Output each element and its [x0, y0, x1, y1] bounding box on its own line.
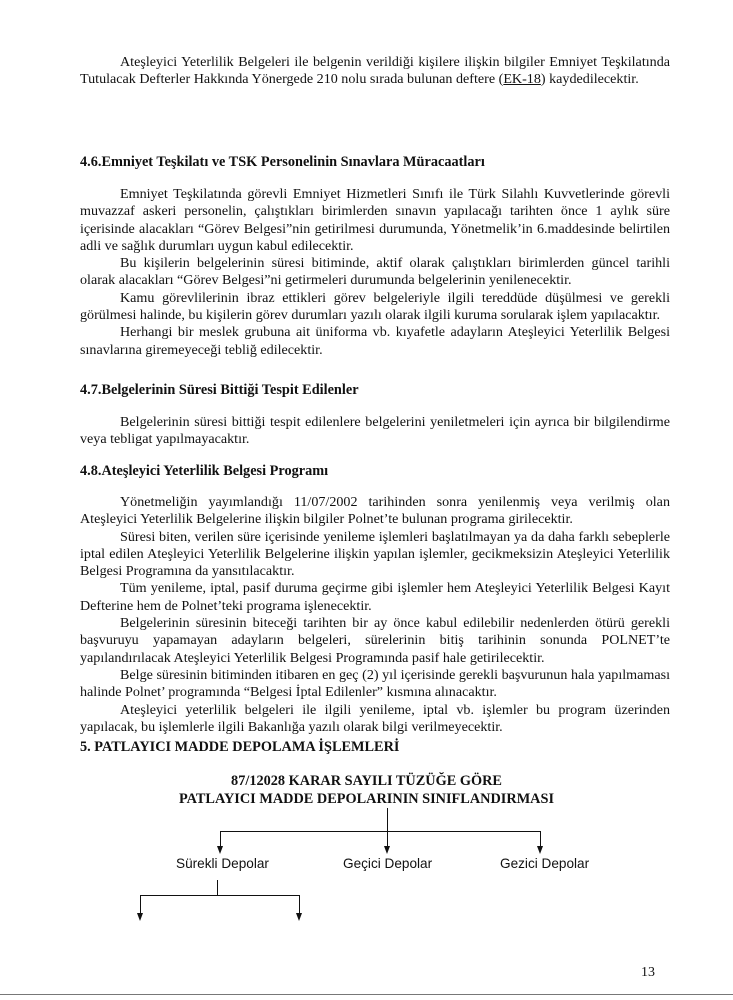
paragraph: Ateşleyici yeterlilik belgeleri ile ilgili yenileme, iptal vb. işlemler bu program üzerinden yapılacak, bu işlemlerle ilgili Bakanlığa yazılı olarak bilgi verilmeyecektir. — [80, 701, 670, 735]
paragraph: Herhangi bir meslek grubuna ait üniforma vb. kıyafetle adayların Ateşleyici Yeterlilik Belgesi sınavlarına giremeyeceği tebliğ edilecektir. — [80, 324, 670, 358]
connector-line — [140, 895, 300, 896]
paragraph: Belge süresinin bitiminden itibaren en geç (2) yıl içerisinde gerekli başvurunun hala yapılmaması halinde Polnet’ programında “Belgesi İptal Edilenler” kısmına alınacaktır. — [80, 666, 670, 701]
paragraph: Belgelerinin süresinin biteceği tarihten bir ay önce kabul edilebilir nedenlerden ötürü gerekli başvuruyu yapamayan adayların belgeleri, sürelerinin bitiş tarihinin sonunda POLNET’te yapılandırılacak Ateşleyici Yeterlilik Belgesi Programında pasif hale getirilecektir. — [80, 615, 670, 666]
paragraph: Süresi biten, verilen süre içerisinde yenileme işlemleri başlatılmayan ya da daha farklı sebeplerle iptal edilen Ateşleyici Yeterlilik Belgelerine ilişkin yapılan işlemler, gecikmeksizin Ateşleyici Yeterlilik Belgesi Programına da yansıtılacaktır. — [80, 528, 670, 580]
section-4-8-body — [80, 494, 670, 736]
node-permanent-depots: Sürekli Depolar — [176, 856, 269, 871]
paragraph: Tüm yenileme, iptal, pasif duruma geçirme gibi işlemler hem Ateşleyici Yeterlilik Belgesi Kayıt Defterine hem de Polnet’teki programa işlenecektir. — [80, 580, 670, 614]
node-temporary-depots: Geçici Depolar — [343, 856, 433, 871]
paragraph: Yönetmeliğin yayımlandığı 11/07/2002 tarihinden sonra yenilenmiş veya verilmiş olan Ateşleyici Yeterlilik Belgelerine ilişkin bilgiler Polnet’te bulunan programa girilecektir. — [80, 494, 670, 528]
section-4-7-heading: 4.7.Belgelerinin Süresi Bittiği Tespit Edilenler — [80, 382, 359, 398]
intro-paragraph — [80, 54, 670, 89]
connector-line — [299, 895, 300, 915]
arrow-head — [217, 846, 223, 854]
arrow-head — [384, 846, 390, 854]
section-5-heading: 5. PATLAYICI MADDE DEPOLAMA İŞLEMLERİ — [80, 739, 400, 755]
connector-line — [387, 808, 388, 832]
connector-line — [217, 880, 218, 896]
diagram-title-line-1: 87/12028 KARAR SAYILI TÜZÜĞE GÖRE — [231, 773, 502, 789]
section-4-8-heading: 4.8.Ateşleyici Yeterlilik Belgesi Programı — [80, 463, 329, 479]
intro-text: Ateşleyici Yeterlilik Belgeleri ile belgenin verildiği kişilere ilişkin bilgiler Emniyet Teşkilatında Tutulacak Defterler Hakkında Yönergede 210 nolu sırada bulunan deftere ( — [80, 54, 670, 88]
node-mobile-depots: Gezici Depolar — [500, 856, 590, 871]
paragraph: Belgelerinin süresi bittiği tespit edilenlere belgelerini yeniletmeleri için ayrıca bir bilgilendirme veya tebligat yapılmayacaktır. — [80, 414, 670, 448]
connector-line — [140, 895, 141, 915]
arrow-head — [137, 913, 143, 921]
paragraph: Emniyet Teşkilatında görevli Emniyet Hizmetleri Sınıfı ile Türk Silahlı Kuvvetlerinde görevli muvazzaf askeri personelin, çalıştıkları birimlerden sınavın yapılacağı tarihten önce 1 aylık süre içerisinde alacakları “Görev Belgesi”nin getirilmesi durumunda, Yönetmelik’in 6.maddesinde belirtilen adli ve sağlık durumları uygun kabul edilecektir. — [80, 186, 670, 254]
connector-line — [220, 831, 541, 832]
arrow-head — [296, 913, 302, 921]
intro-text-end: ) kaydedilecektir. — [540, 71, 639, 88]
paragraph: Bu kişilerin belgelerinin süresi bitiminde, aktif olarak çalıştıkları birimlerden güncel tarihli olarak alacakları “Görev Belgesi”ni getirmeleri durumunda belgelerinin yenilenecektir. — [80, 255, 670, 289]
section-4-7-body — [80, 414, 670, 449]
section-4-6-heading: 4.6.Emniyet Teşkilatı ve TSK Personelinin Sınavlara Müracaatları — [80, 154, 485, 170]
diagram-title-line-2: PATLAYICI MADDE DEPOLARININ SINIFLANDIRMASI — [178, 791, 555, 807]
arrow-head — [537, 846, 543, 854]
annex-link[interactable]: EK-18 — [503, 71, 541, 88]
section-4-6-body — [80, 186, 670, 359]
paragraph: Kamu görevlilerinin ibraz ettikleri görev belgeleriyle ilgili tereddüde düşülmesi ve gerekli görülmesi halinde, bu kişilerin görev durumları yazılı olarak ilgili kuruma sorularak işlem yapılacaktır. — [80, 289, 670, 324]
footer-divider — [0, 994, 733, 995]
page-number: 13 — [641, 965, 655, 980]
